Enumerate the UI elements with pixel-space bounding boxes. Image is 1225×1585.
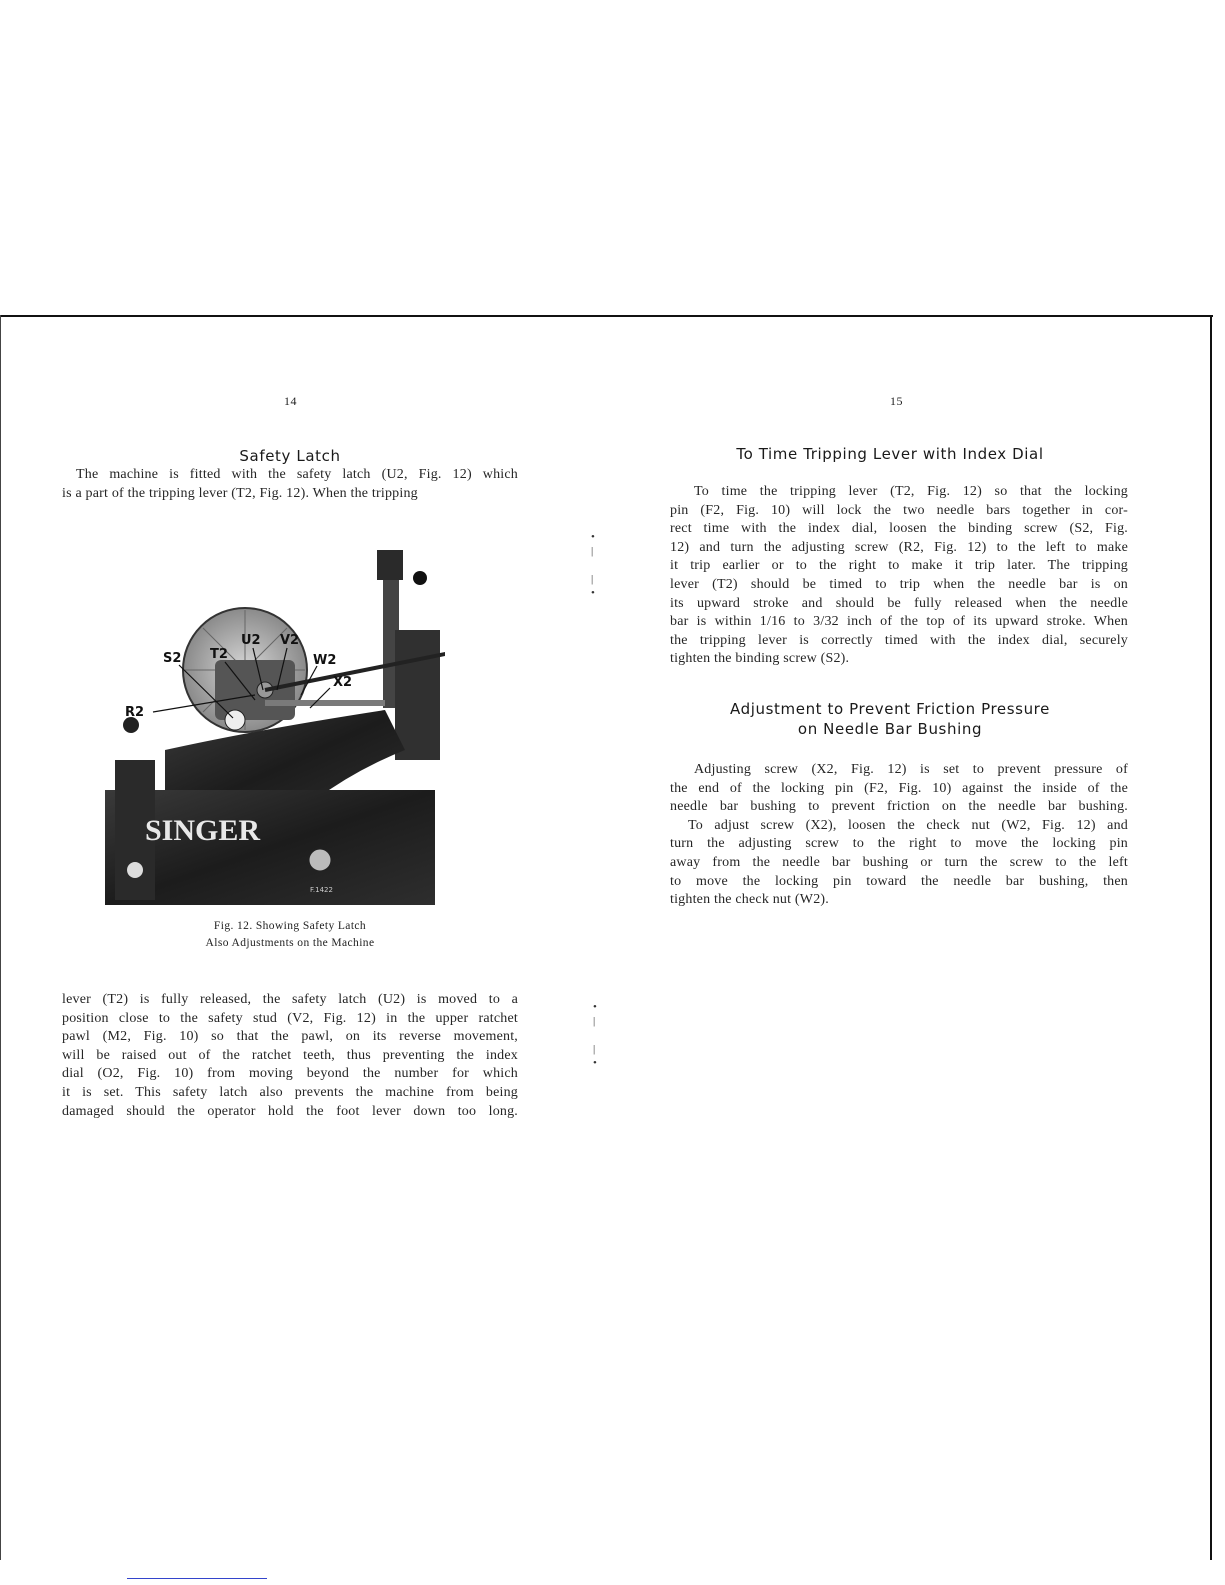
right-para2-line: tighten the check nut (W2).	[670, 892, 829, 908]
machine-drawing	[105, 540, 445, 910]
right-para2-line: the end of the locking pin (F2, Fig. 10) against the inside of the	[670, 780, 1128, 796]
brand-text: SINGER	[145, 814, 261, 847]
right-para2-line: Adjusting screw (X2, Fig. 12) is set to prevent pressure of	[694, 762, 1128, 777]
left-heading: Safety Latch	[239, 447, 341, 465]
page-border-left	[0, 315, 1, 1560]
right-para1-line: lever (T2) should be timed to trip when the needle bar is on	[670, 576, 1128, 592]
page-border-top	[0, 315, 1213, 317]
base-screw	[309, 849, 331, 871]
right-para1-line: tighten the binding screw (S2).	[670, 651, 850, 667]
left-body-line: it is set. This safety latch also prevents the machine from being	[62, 1084, 518, 1100]
right-para2-line: away from the needle bar bushing or turn the screw to the left	[670, 854, 1128, 870]
heading2-line: on Needle Bar Bushing	[797, 720, 983, 738]
spring	[265, 700, 385, 706]
right-page-number: 15	[890, 394, 903, 408]
top-screw	[413, 571, 427, 585]
right-para1-line: it trip earlier or to the right to make it trip later. The tripping	[670, 558, 1128, 574]
left-body-line: will be raised out of the ratchet teeth, thus preventing the index	[62, 1047, 518, 1063]
link-underline	[127, 1578, 267, 1579]
base-screw-left	[127, 862, 143, 878]
label-t2: T2	[210, 647, 228, 662]
right-para2-line: To adjust screw (X2), loosen the check nut (W2, Fig. 12) and	[688, 817, 1128, 833]
figure-12-machine-illustration	[105, 540, 445, 910]
left-body-line: pawl (M2, Fig. 10) so that the pawl, on its reverse movement,	[62, 1029, 518, 1045]
label-s2: S2	[163, 651, 182, 666]
right-para2-line: turn the adjusting screw to the right to move the locking pin	[670, 836, 1128, 852]
right-para1-line: pin (F2, Fig. 10) will lock the two needle bars together in cor-	[670, 502, 1128, 518]
label-u2: U2	[241, 633, 261, 648]
right-para1-line: its upward stroke and should be fully released when the needle	[670, 595, 1128, 611]
needle-bar-head	[377, 550, 403, 580]
right-heading: To Time Tripping Lever with Index Dial	[736, 445, 1044, 463]
right-para1-line: bar is within 1/16 to 3/32 inch of the top of its upward stroke. When	[670, 614, 1128, 630]
heading2-line: Adjustment to Prevent Friction Pressure	[730, 700, 1050, 718]
right-heading-2	[700, 699, 1080, 739]
left-body-line: lever (T2) is fully released, the safety latch (U2) is moved to a	[62, 992, 518, 1007]
left-intro-line: is a part of the tripping lever (T2, Fig. 12). When the tripping	[62, 485, 418, 501]
right-para1-line: 12) and turn the adjusting screw (R2, Fig. 12) to the left to make	[670, 539, 1128, 555]
right-para2-line: needle bar bushing to prevent friction on the needle bar bushing.	[670, 799, 1128, 815]
plate-number: F.1422	[310, 886, 333, 894]
label-w2: W2	[313, 653, 337, 668]
label-v2: V2	[280, 633, 300, 648]
left-body-line: dial (O2, Fig. 10) from moving beyond the number for which	[62, 1066, 518, 1082]
right-paragraph-1	[670, 483, 1128, 669]
figure-caption	[140, 918, 440, 952]
left-body-line: position close to the safety stud (V2, Fig. 12) in the upper ratchet	[62, 1010, 518, 1026]
page-border-right	[1210, 315, 1212, 1560]
side-plate	[395, 630, 440, 760]
left-body-line: damaged should the operator hold the foot lever down too long.	[62, 1103, 518, 1119]
gutter-marks-top: • | | •	[591, 531, 595, 599]
right-para1-line: To time the tripping lever (T2, Fig. 12) so that the locking	[694, 484, 1128, 499]
left-body-paragraph	[62, 991, 518, 1121]
gutter-marks-bottom: • | | •	[593, 1001, 597, 1069]
right-para2-line: to move the locking pin toward the needle bar bushing, then	[670, 873, 1128, 889]
label-x2: X2	[333, 675, 353, 690]
left-intro-paragraph	[62, 466, 518, 503]
left-intro-line: The machine is fitted with the safety latch (U2, Fig. 12) which	[76, 467, 518, 482]
right-paragraph-2	[670, 761, 1128, 910]
caption-line: Also Adjustments on the Machine	[205, 937, 375, 949]
caption-line: Fig. 12. Showing Safety Latch	[213, 920, 367, 932]
right-para1-line: the tripping lever is correctly timed with the index dial, securely	[670, 632, 1128, 648]
left-page-number: 14	[284, 394, 297, 408]
ratchet-mechanism	[215, 660, 295, 720]
label-r2: R2	[125, 705, 145, 720]
right-para1-line: rect time with the index dial, loosen the binding screw (S2, Fig.	[670, 521, 1128, 537]
